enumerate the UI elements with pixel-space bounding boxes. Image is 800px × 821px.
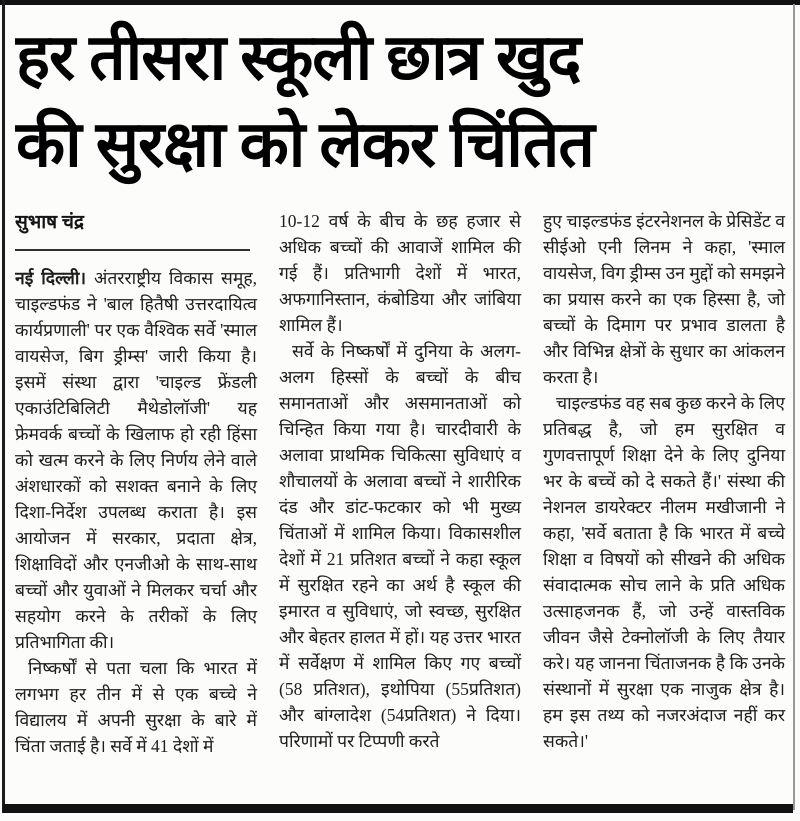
left-rule (2, 0, 5, 813)
byline: सुभाष चंद्र (15, 208, 250, 251)
paragraph: सर्वे के निष्कर्षों में दुनिया के अलग-अलग हिस्सों के बच्चों के बीच समानताओं और असमानताओं को चिन्हित किया गया है। चारदीवारी के अलावा प्राथमिक चिकित्सा सुविधाएं व शौचालयों के अलावा बच्चों ने शारीरिक दंड और डांट-फटकार को भी मुख्य चिंताओं में शामिल किया। विकासशील देशों में 21 प्रतिशत बच्चों ने कहा स्कूल में सुरक्षित रहने का अर्थ है स्कूल की इमारत व सुविधाएं, जो स्वच्छ, सुरक्षित और बेहतर हालत में हों। यह उत्तर भारत में सर्वेक्षण में शामिल किए गए बच्चों (58 प्रतिशत), इथोपिया (55प्रतिशत) और बांग्लादेश (54प्रतिशत) ने दिया। परिणामों पर टिप्पणी करते (279, 341, 521, 751)
paragraph-text: अंतरराष्ट्रीय विकास समूह, चाइल्डफंड ने 'बाल हितैषी उत्तरदायित्व कार्यप्रणाली' पर एक वैश्विक सर्वे 'स्माल वायसेज, बिग ड्रीम्स' जारी किया है। इसमें संस्था द्वारा 'चाइल्ड फ्रेंडली एकाउंटिबिलिटी मैथेडोलॉजी' यह फ्रेमवर्क बच्चों के खिलाफ हो रही हिंसा को खत्म करने के लिए निर्णय लेने वाले अंशधारकों को सशक्त बनाने के लिए दिशा-निर्देश उपलब्ध कराता है। इस आयोजन में सरकार, प्रदाता क्षेत्र, शिक्षाविदों और एनजीओ के साथ-साथ बच्चों और युवाओं ने मिलकर चर्चा और सहयोग करने के तरीकों के लिए प्रतिभागिता की। (15, 268, 257, 652)
column-3 (543, 208, 785, 802)
article-headline (16, 14, 788, 188)
paragraph: चाइल्डफंड वह सब कुछ करने के लिए प्रतिबद्ध है, जो हम सुरक्षित व गुणवत्तापूर्ण शिक्षा देने के लिए दुनिया भर के बच्चें को दे सकते हैं।' संस्था की नेशनल डायरेक्टर नीलम मखीजानी ने कहा, 'सर्वे बताता है कि भारत में बच्चे शिक्षा व विषयों को सीखने की अधिक संवादात्मक सोच लाने के प्रति अधिक उत्साहजनक हैं, जो उन्हें वास्तविक जीवन जैसे टेक्नोलॉजी के लिए तैयार करे। यह जानना चिंताजनक है कि उनके संस्थानों में सुरक्षा एक नाजुक क्षेत्र है। हम इस तथ्य को नजरअंदाज नहीं कर सकते।' (543, 393, 785, 751)
headline-line-2: की सुरक्षा को लेकर चिंतित (16, 109, 594, 180)
article-body (15, 208, 787, 802)
bottom-rule (3, 804, 793, 813)
paragraph (15, 265, 257, 655)
paragraph: हुए चाइल्डफंड इंटरनेशनल के प्रेसिडेंट व सीईओ एनी लिनम ने कहा, 'स्माल वायसेज, विग ड्रीम्स उन मुद्दों को समझने का प्रयास करने का एक हिस्सा है, जो बच्चों के दिमाग पर प्रभाव डालता है और विभिन्न क्षेत्रों के सुधार का आंकलन करता है। (543, 211, 785, 387)
top-rule (0, 0, 800, 5)
paragraph: निष्कर्षों से पता चला कि भारत में लगभग हर तीन में से एक बच्चे ने विद्यालय में अपनी सुरक्षा के बारे में चिंता जताई है। सर्वे में 41 देशों में (15, 658, 257, 756)
dateline: नई दिल्ली। (15, 268, 87, 288)
paragraph: 10-12 वर्ष के बीच के छह हजार से अधिक बच्चों की आवाजें शामिल की गई हैं। प्रतिभागी देशों में भारत, अफगानिस्तान, कंबोडिया और जांबिया शामिल हैं। (279, 211, 521, 335)
column-2 (279, 208, 521, 802)
column-1 (15, 208, 257, 802)
headline-line-1: हर तीसरा स्कूली छात्र खुद (16, 22, 581, 93)
right-rule (793, 4, 795, 810)
